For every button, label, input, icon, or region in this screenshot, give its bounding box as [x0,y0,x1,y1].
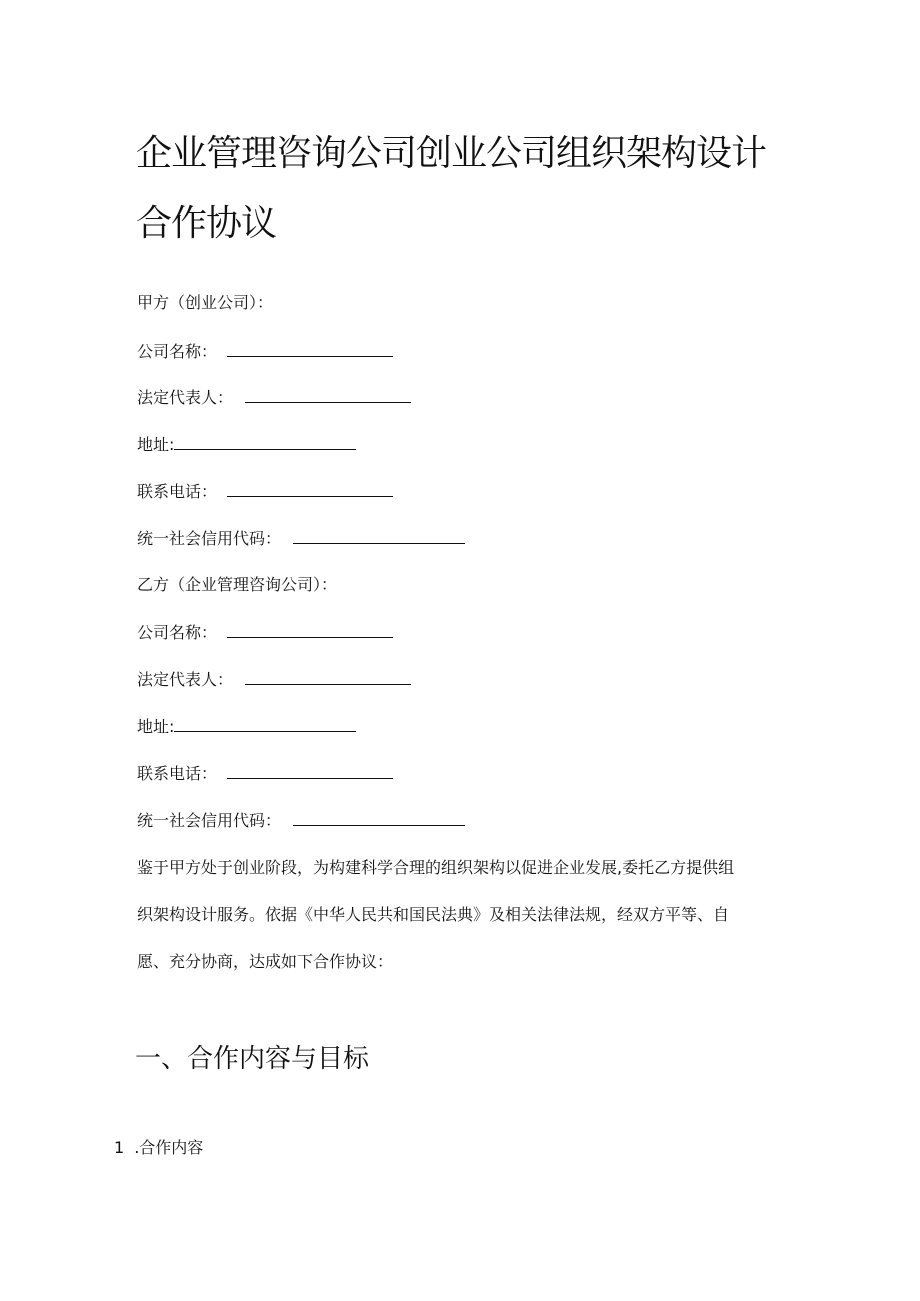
document-title-line-2: 合作协议 [136,203,277,244]
party-a-legal-rep-label: 法定代表人： [137,388,234,407]
party-a-phone-label: 联系电话： [137,482,218,501]
party-a-phone-blank[interactable] [227,480,393,497]
party-a-address-row [137,433,356,456]
party-a-address-label: 地址: [137,435,175,454]
party-b-legal-rep-row [137,668,411,691]
party-b-address-label: 地址: [137,717,175,736]
party-b-legal-rep-blank[interactable] [245,668,411,685]
party-a-legal-rep-blank[interactable] [245,386,411,403]
party-a-heading: 甲方（创业公司）： [137,293,274,312]
subsection-1-title: .合作内容 [134,1138,204,1157]
party-a-company-name-row [137,340,393,363]
party-b-legal-rep-label: 法定代表人： [137,670,234,689]
party-a-credit-code-blank[interactable] [293,527,465,544]
section-1-heading: 一、合作内容与目标 [135,1044,370,1074]
document-title-line-1: 企业管理咨询公司创业公司组织架构设计 [136,133,767,174]
subsection-1-number: 1 [114,1138,125,1157]
party-b-address-row [137,715,356,738]
party-b-heading: 乙方（企业管理咨询公司）： [137,575,338,594]
party-a-credit-code-label: 统一社会信用代码： [137,529,282,548]
party-a-legal-rep-row [137,386,411,409]
party-a-company-name-blank[interactable] [227,340,393,357]
preamble-line-2: 织架构设计服务。依据《中华人民共和国民法典》及相关法律法规，经双方平等、自 [137,905,730,924]
party-b-phone-blank[interactable] [227,762,393,779]
party-b-company-name-label: 公司名称： [137,623,218,642]
subsection-1-heading [114,1137,203,1159]
preamble-line-1: 鉴于甲方处于创业阶段，为构建科学合理的组织架构以促进企业发展,委托乙方提供组 [137,858,735,877]
party-a-company-name-label: 公司名称： [137,342,218,361]
party-b-phone-row [137,762,393,785]
preamble-line-3: 愿、充分协商，达成如下合作协议： [137,952,394,971]
party-a-credit-code-row [137,527,465,550]
party-b-credit-code-label: 统一社会信用代码： [137,811,282,830]
party-b-company-name-blank[interactable] [227,621,393,638]
party-b-phone-label: 联系电话： [137,764,218,783]
party-b-address-blank[interactable] [174,715,356,732]
party-b-credit-code-row [137,809,465,832]
party-b-company-name-row [137,621,393,644]
party-a-address-blank[interactable] [174,433,356,450]
party-b-credit-code-blank[interactable] [293,809,465,826]
party-a-phone-row [137,480,393,503]
